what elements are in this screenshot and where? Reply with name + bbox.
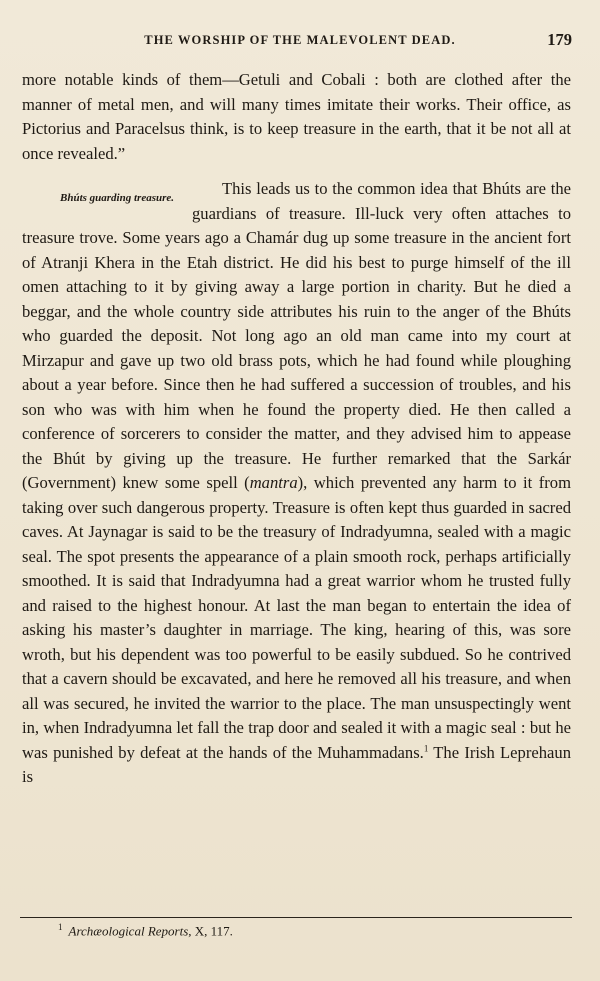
paragraph-text-part-1: This leads us to the common idea that Bhúts are the guardians of treasure. Ill-luck very often attaches to treasure trove. Some years ago a Chamár dug up some treasure in the ancient fort of Atranji Khera in the Etah district. He did his best to purge himself of the ill omen attaching to it by giving away a large portion in charity. But he died a beggar, and the whole country side attributes his ruin to the anger of the Bhúts who guarded the deposit. Not long ago an old man came into my court at Mirzapur and gave up two old brass pots, which he had found while ploughing about a year before. Since then he had suffered a succession of troubles, and his son who was with him when he found the property died. He then called a conference of sorcerers to consider the matter, and they advised him to appease the Bhút by giving up the treasure. He further remarked that the Sarkár (Government) knew some spell ( <box>22 179 571 492</box>
footnote-reference: 1 <box>423 742 429 753</box>
page-number: 179 <box>547 30 572 49</box>
italic-mantra: mantra <box>249 473 298 492</box>
sidenote-text: Bhúts guarding treasure. <box>60 192 175 204</box>
footnote-mark: 1 <box>58 922 63 932</box>
paragraph-text-part-3: The Irish Leprehaun is <box>22 742 571 786</box>
margin-sidenote <box>0 185 186 225</box>
footnote <box>58 922 538 939</box>
footnote-detail: X, 117. <box>191 923 233 939</box>
paragraph-text-part-2: ), which prevented any harm to it from taking over such dangerous property. Treasure is often kept thus guarded in sacred caves. At Jaynagar is said to be the treasury of Indradyumna, sealed with a magic seal. The spot presents the appearance of a plain smooth rock, perhaps artificially smoothed. It is said that Indradyumna had a great warrior whom he trusted fully and raised to the highest honour. At last the man began to entertain the idea of asking his master’s daughter in marriage. The king, hearing of this, was sore wroth, but his dependent was too powerful to be easily subdued. So he contrived that a cavern should be excavated, and here he removed all his treasure, and when all was secured, he invited the warrior to the place. The man unsuspectingly went in, when Indradyumna let fall the trap door and sealed it with a magic seal : but he was punished by defeat at the hands of the Muhammadans. <box>22 473 571 762</box>
body-text <box>22 68 571 790</box>
paragraph-continued: more notable kinds of them—Getuli and Cobali : both are clothed after the manner of metal men, and will many times imitate their works. Their office, as Pictorius and Paracelsus think, is to keep treasure in the earth, that it be not all at once revealed.” <box>22 70 571 163</box>
paragraph-bhuts-treasure <box>22 177 571 790</box>
running-title: THE WORSHIP OF THE MALEVOLENT DEAD. <box>144 33 456 47</box>
footnote-source: Archæological Reports, <box>68 923 192 939</box>
footnote-divider <box>20 917 572 918</box>
